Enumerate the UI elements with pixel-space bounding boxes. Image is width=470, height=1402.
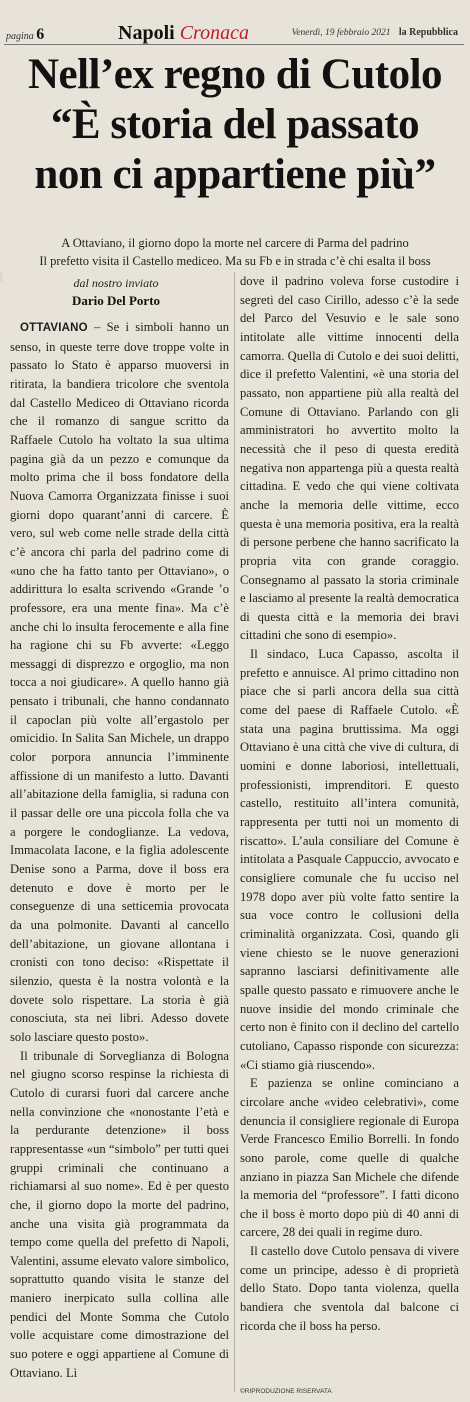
article-column-1: [10, 318, 229, 1396]
section-name: Napoli: [118, 22, 175, 44]
bleed-through-text: |: [0, 270, 3, 282]
page-label: [6, 26, 44, 44]
summary: [0, 234, 470, 270]
copyright-credit: ©RIPRODUZIONE RISERVATA: [240, 1388, 332, 1395]
masthead-rule: [4, 44, 464, 45]
page-number: 6: [36, 26, 45, 43]
issue-date: Venerdì, 19 febbraio 2021: [291, 28, 391, 38]
summary-line: Il prefetto visita il Castello mediceo. Ma su Fb e in strada c’è chi esalta il boss: [39, 254, 431, 268]
summary-line: A Ottaviano, il giorno dopo la morte nel carcere di Parma del padrino: [61, 236, 409, 250]
paper-name: la Repubblica: [398, 27, 458, 38]
byline: [0, 276, 232, 309]
author-name: Dario Del Porto: [71, 293, 161, 308]
article-paragraph: E pazienza se online cominciano a circolare anche «video celebrativi», come denuncia il consigliere regionale di Europa Verde Francesco Emilio Borrelli. In fondo sono parole, come quelle di qualche anziano in piazza San Michele che difende la memoria del “professore”. I fatti dicono che il boss è morto dopo più di 40 anni di carcere, 28 dei quali in regime duro.: [240, 1076, 459, 1240]
date-line: [292, 27, 458, 38]
headline-line: non ci appartiene più”: [34, 151, 436, 198]
article-paragraph: – Se i simboli hanno un senso, in queste terre dove troppe volte in passato lo Stato è apparso muoversi in ritirata, la bandiera tricolore che sventola dal Castello Mediceo di Ottaviano ricorda che il romanzo di sangue scritto da Raffaele Cutolo ha voltato la sua ultima pagina già da un pezzo e comunque da molto prima che il boss fondatore della Nuova Camorra Organizzata finisse i suoi giorni dopo quarant’anni di carcere. È vero, sul web come nelle strade della città c’è ancora chi parla del padrino come di «uno che ha fatto tanto per Ottaviano», o addirittura lo esalta scrivendo «Grande ’o professore, era una mente fina». Ma c’è anche chi lo insulta ferocemente e alla fine ha ragione chi su Fb avverte: «Leggo messaggi di disprezzo e orgoglio, ma non tocca a noi giudicare». A quello hanno già pensato i tribunali, che hanno condannato il capoclan più volte all’ergastolo per omicidio. In Salita San Michele, un drappo color porpora annuncia l’imminente affissione di un manifesto a lutto. Davanti all’abitazione della famiglia, si raduna con il passar delle ore una piccola folla che va a porgere le condoglianze. La vedova, Immacolata Iacone, e la figlia adolescente Denise sono a Parma, dove il boss era detenuto e dove è morto per le conseguenze di una setticemia provocata da una polmonite. Davanti al cancello dell’abitazione, un giovane allontana i cronisti con tono deciso: «Rispettate il silenzio, questa è la nostra volontà e la dovete solo rispettare. La storia è già conosciuta, sta nei libri. Adesso dovete solo lasciare questo posto».: [10, 320, 229, 1044]
headline-line: “È storia del passato: [50, 101, 420, 148]
masthead: [0, 0, 470, 44]
headline-line: Nell’ex regno di Cutolo: [27, 51, 443, 98]
article-column-2: [240, 272, 459, 1394]
article-dateline: OTTAVIANO: [20, 322, 88, 334]
headline: [0, 50, 470, 200]
article-paragraph: Il castello dove Cutolo pensava di vivere come un principe, adesso è di proprietà dello Stato. Dopo tanta violenza, quella bandiera che sventola dal balcone ci ricorda che il boss ha perso.: [240, 1244, 459, 1333]
column-divider: [234, 272, 235, 1392]
section-title: [118, 22, 249, 45]
byline-label: dal nostro inviato: [73, 276, 159, 290]
article-paragraph: Il tribunale di Sorveglianza di Bologna nel giugno scorso respinse la richiesta di Cutolo di curarsi fuori dal carcere anche nella convinzione che «nonostante l’età e la perdurante detenzione» il boss rappresentasse «un “simbolo” per tutti quei gruppi criminali che continuano a richiamarsi al suo nome». Ed è per questo che, il giorno dopo la morte del padrino, anche una visita già programmata da tempo come quella del prefetto di Napoli, Valentini, assume elevato valore simbolico, soprattutto quando visita le stanze del maniero inerpicato sulla collina alle pendici del Monte Somma che Cutolo volle acquistare come dimostrazione del suo potere e oggi appartiene al Comune di Ottaviano. Lì: [10, 1048, 229, 1380]
subsection-name: Cronaca: [179, 22, 249, 44]
article-paragraph: Il sindaco, Luca Capasso, ascolta il prefetto e annuisce. Al primo cittadino non piace che si parli ancora della sua città come del paese di Raffaele Cutolo. «È stata una pagina bruttissima. Ma oggi Ottaviano è una città che vive di cultura, di uomini e donne laboriosi, intellettuali, professionisti, imprenditori. E questo castello, restituito all’intera comunità, rappresenta per tutti noi un momento di riscatto». L’aula consiliare del Comune è intitolata a Pasquale Cappuccio, avvocato e consigliere comunale che fu ucciso nel 1978 dopo aver più volte fatto sentire la sua voce contro le collusioni della criminalità organizzata. Così, quando gli viene chiesto se le nuove generazioni sapranno lasciarsi definitivamente alle spalle questo passato e rimuovere anche le nuove insidie del mondo criminale che certo non è finito con il declino del cartello cutoliano, Capasso risponde con sicurezza: «Ci stiamo già riuscendo».: [240, 647, 459, 1072]
article-paragraph: dove il padrino voleva forse custodire i segreti del caso Cirillo, adesso c’è la sede del Parco del Vesuvio e le sale sono intitolate alle vittime innocenti della camorra. Quella di Cutolo e dei suoi delitti, dice il prefetto Valentini, «è una storia del passato, non appartiene più alla realtà del Comune di Ottaviano. Parlando con gli amministratori ho avvertito molto la necessità che il peso di questa eredità negativa non appartenga più a questa realtà cittadina. E vedo che qui viene coltivata anche la memoria delle vittime, ecco questa è una memoria positiva, era la realtà di persone perbene che hanno sacrificato la propria vita con grande coraggio. Consegnamo al passato la storia criminale e lasciamo al presente la realtà democratica di questa città e la memoria dei bravi cittadini che sono di esempio».: [240, 274, 459, 643]
page-prefix: pagina: [6, 31, 34, 42]
